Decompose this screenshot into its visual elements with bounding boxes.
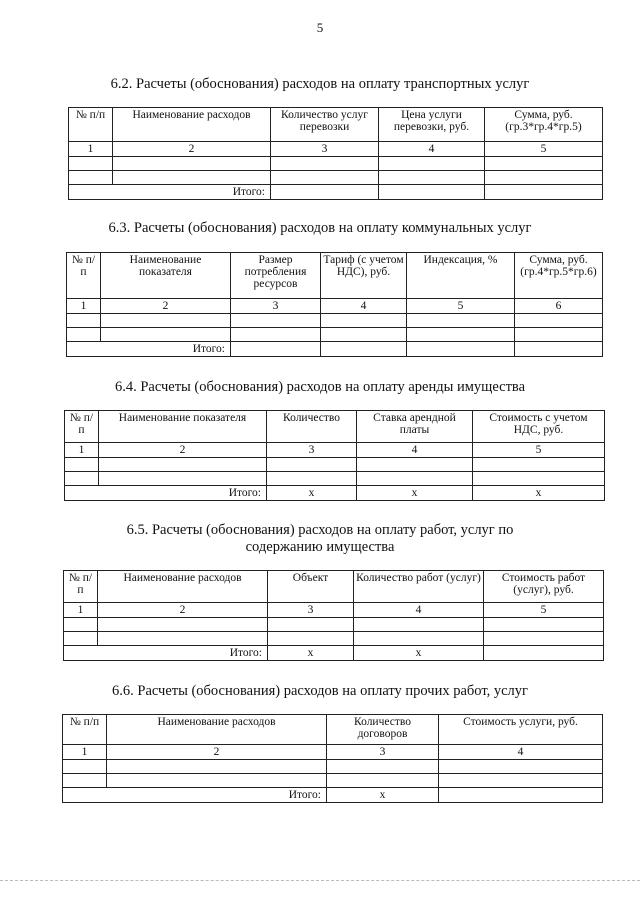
empty-cell[interactable] — [267, 472, 357, 486]
column-number-row — [65, 443, 605, 458]
section-6-2-title-block — [0, 76, 640, 93]
column-number: 2 — [113, 142, 271, 157]
empty-cell[interactable] — [99, 458, 267, 472]
empty-cell[interactable] — [65, 458, 99, 472]
empty-cell[interactable] — [268, 632, 354, 646]
total-row — [69, 185, 603, 200]
empty-cell[interactable] — [271, 157, 379, 171]
empty-cell[interactable] — [268, 618, 354, 632]
empty-cell[interactable] — [473, 458, 605, 472]
empty-cell[interactable] — [113, 171, 271, 185]
total-cell[interactable] — [484, 646, 604, 661]
total-cell[interactable] — [231, 342, 321, 357]
column-number: 4 — [439, 745, 603, 760]
empty-cell[interactable] — [327, 774, 439, 788]
total-cell[interactable] — [515, 342, 603, 357]
total-cell: х — [473, 486, 605, 501]
header-cell: Наименование расходов — [107, 715, 327, 745]
header-cell: Сумма, руб. (гр.3*гр.4*гр.5) — [485, 108, 603, 142]
empty-cell[interactable] — [321, 328, 407, 342]
column-number-row — [63, 745, 603, 760]
blank-row — [64, 632, 604, 646]
section-title: 6.4. Расчеты (обоснования) расходов на оплату аренды имущества — [114, 379, 526, 395]
empty-cell[interactable] — [354, 632, 484, 646]
empty-cell[interactable] — [515, 328, 603, 342]
total-row — [64, 646, 604, 661]
empty-cell[interactable] — [271, 171, 379, 185]
empty-cell[interactable] — [231, 328, 321, 342]
column-number-row — [64, 603, 604, 618]
total-row — [67, 342, 603, 357]
blank-row — [63, 774, 603, 788]
total-row — [63, 788, 603, 803]
empty-cell[interactable] — [99, 472, 267, 486]
empty-cell[interactable] — [67, 328, 101, 342]
blank-row — [64, 618, 604, 632]
empty-cell[interactable] — [321, 314, 407, 328]
section-title: 6.2. Расчеты (обоснования) расходов на оплату транспортных услуг — [110, 76, 530, 92]
empty-cell[interactable] — [67, 314, 101, 328]
header-cell: Сумма, руб. (гр.4*гр.5*гр.6) — [515, 253, 603, 299]
total-cell[interactable] — [271, 185, 379, 200]
column-number: 5 — [473, 443, 605, 458]
header-cell: Количество услуг перевозки — [271, 108, 379, 142]
header-cell: Количество — [267, 411, 357, 443]
total-cell: х — [354, 646, 484, 661]
empty-cell[interactable] — [354, 618, 484, 632]
header-cell: Цена услуги перевозки, руб. — [379, 108, 485, 142]
blank-row — [67, 328, 603, 342]
header-cell: Стоимость с учетом НДС, руб. — [473, 411, 605, 443]
header-cell: Размер потребления ресурсов — [231, 253, 321, 299]
column-number: 1 — [63, 745, 107, 760]
empty-cell[interactable] — [439, 760, 603, 774]
header-cell: № п/п — [67, 253, 101, 299]
empty-cell[interactable] — [357, 458, 473, 472]
column-number: 6 — [515, 299, 603, 314]
empty-cell[interactable] — [379, 157, 485, 171]
column-number: 5 — [485, 142, 603, 157]
empty-cell[interactable] — [63, 774, 107, 788]
empty-cell[interactable] — [231, 314, 321, 328]
empty-cell[interactable] — [515, 314, 603, 328]
empty-cell[interactable] — [473, 472, 605, 486]
empty-cell[interactable] — [98, 632, 268, 646]
header-cell: Наименование расходов — [98, 571, 268, 603]
total-cell[interactable] — [379, 185, 485, 200]
empty-cell[interactable] — [63, 760, 107, 774]
scan-artifact-line — [0, 880, 640, 883]
header-cell: № п/п — [63, 715, 107, 745]
total-cell[interactable] — [439, 788, 603, 803]
header-cell: № п/п — [65, 411, 99, 443]
property-rent-table — [64, 410, 605, 501]
empty-cell[interactable] — [407, 314, 515, 328]
header-cell: Ставка арендной платы — [357, 411, 473, 443]
empty-cell[interactable] — [64, 618, 98, 632]
section-title: 6.3. Расчеты (обоснования) расходов на оплату коммунальных услуг — [108, 220, 532, 236]
header-cell: Наименование показателя — [101, 253, 231, 299]
column-number-row — [69, 142, 603, 157]
section-6-4-title-block — [0, 379, 640, 396]
empty-cell[interactable] — [107, 760, 327, 774]
empty-cell[interactable] — [484, 632, 604, 646]
empty-cell[interactable] — [101, 328, 231, 342]
column-number: 3 — [271, 142, 379, 157]
header-cell: Стоимость работ (услуг), руб. — [484, 571, 604, 603]
property-maintenance-table — [63, 570, 604, 661]
total-cell[interactable] — [321, 342, 407, 357]
total-label: Итого: — [69, 185, 271, 200]
header-cell: Индексация, % — [407, 253, 515, 299]
empty-cell[interactable] — [379, 171, 485, 185]
empty-cell[interactable] — [439, 774, 603, 788]
empty-cell[interactable] — [357, 472, 473, 486]
column-number: 4 — [321, 299, 407, 314]
column-number: 4 — [379, 142, 485, 157]
column-number: 4 — [357, 443, 473, 458]
header-cell: Стоимость услуги, руб. — [439, 715, 603, 745]
total-cell: х — [327, 788, 439, 803]
blank-row — [63, 760, 603, 774]
other-services-table — [62, 714, 603, 803]
empty-cell[interactable] — [485, 157, 603, 171]
empty-cell[interactable] — [113, 157, 271, 171]
column-number: 2 — [98, 603, 268, 618]
empty-cell[interactable] — [267, 458, 357, 472]
column-number: 4 — [354, 603, 484, 618]
section-6-5-title-block — [0, 522, 640, 556]
column-number: 3 — [327, 745, 439, 760]
column-number: 1 — [69, 142, 113, 157]
total-label: Итого: — [63, 788, 327, 803]
total-label: Итого: — [65, 486, 267, 501]
blank-row — [67, 314, 603, 328]
column-number: 5 — [484, 603, 604, 618]
header-cell: № п/п — [64, 571, 98, 603]
total-cell: х — [357, 486, 473, 501]
transport-services-table — [68, 107, 603, 200]
blank-row — [69, 157, 603, 171]
section-6-6-title-block — [0, 683, 640, 700]
section-title: 6.5. Расчеты (обоснования) расходов на оплату работ, услуг по содержанию имущества — [126, 522, 514, 555]
empty-cell[interactable] — [407, 328, 515, 342]
total-label: Итого: — [67, 342, 231, 357]
empty-cell[interactable] — [101, 314, 231, 328]
column-number: 3 — [268, 603, 354, 618]
empty-cell[interactable] — [69, 157, 113, 171]
utility-services-table — [66, 252, 603, 357]
page-number: 5 — [316, 20, 324, 35]
total-label: Итого: — [64, 646, 268, 661]
empty-cell[interactable] — [107, 774, 327, 788]
column-number-row — [67, 299, 603, 314]
empty-cell[interactable] — [65, 472, 99, 486]
header-cell: Объект — [268, 571, 354, 603]
column-number: 1 — [65, 443, 99, 458]
total-cell[interactable] — [407, 342, 515, 357]
column-number: 1 — [67, 299, 101, 314]
column-number: 2 — [107, 745, 327, 760]
column-number: 1 — [64, 603, 98, 618]
empty-cell[interactable] — [64, 632, 98, 646]
empty-cell[interactable] — [484, 618, 604, 632]
column-number: 3 — [231, 299, 321, 314]
total-cell[interactable] — [485, 185, 603, 200]
section-6-3-title-block — [0, 220, 640, 237]
empty-cell[interactable] — [327, 760, 439, 774]
blank-row — [65, 472, 605, 486]
blank-row — [65, 458, 605, 472]
total-cell: х — [267, 486, 357, 501]
column-number: 2 — [101, 299, 231, 314]
empty-cell[interactable] — [98, 618, 268, 632]
blank-row — [69, 171, 603, 185]
header-cell: Количество работ (услуг) — [354, 571, 484, 603]
header-cell: Наименование показателя — [99, 411, 267, 443]
empty-cell[interactable] — [485, 171, 603, 185]
header-cell: № п/п — [69, 108, 113, 142]
column-number: 5 — [407, 299, 515, 314]
header-cell: Тариф (с учетом НДС), руб. — [321, 253, 407, 299]
column-number: 3 — [267, 443, 357, 458]
empty-cell[interactable] — [69, 171, 113, 185]
header-cell: Количество договоров — [327, 715, 439, 745]
section-title: 6.6. Расчеты (обоснования) расходов на оплату прочих работ, услуг — [112, 683, 528, 699]
column-number: 2 — [99, 443, 267, 458]
total-row — [65, 486, 605, 501]
header-cell: Наименование расходов — [113, 108, 271, 142]
total-cell: х — [268, 646, 354, 661]
